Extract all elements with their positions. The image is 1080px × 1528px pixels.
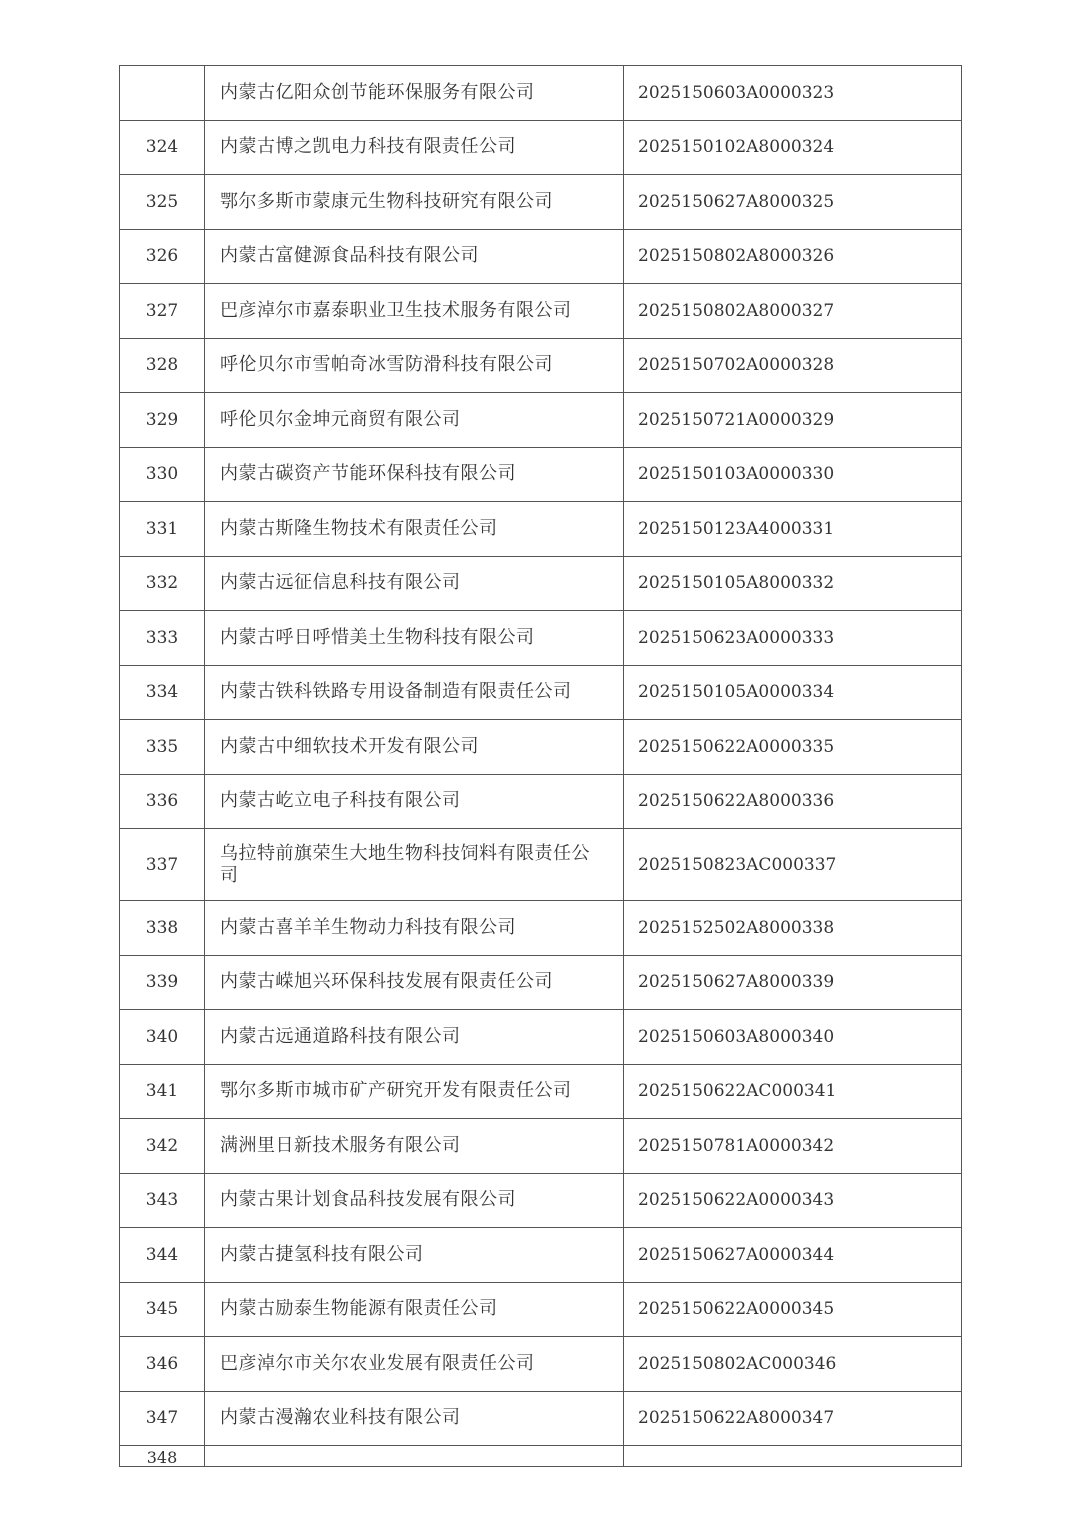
row-number: 332 <box>120 556 205 611</box>
registration-code: 2025150802A8000327 <box>624 284 962 339</box>
company-name: 内蒙古漫瀚农业科技有限公司 <box>205 1391 624 1446</box>
table-row <box>120 1282 962 1337</box>
table-row <box>120 66 962 121</box>
company-name: 内蒙古远通道路科技有限公司 <box>205 1010 624 1065</box>
company-list-table <box>119 65 962 1467</box>
table-row <box>120 1446 962 1467</box>
row-number: 341 <box>120 1064 205 1119</box>
table-row <box>120 1010 962 1065</box>
registration-code: 2025150622A8000347 <box>624 1391 962 1446</box>
company-name: 内蒙古喜羊羊生物动力科技有限公司 <box>205 901 624 956</box>
registration-code: 2025150627A0000344 <box>624 1228 962 1283</box>
table-row <box>120 1228 962 1283</box>
company-name <box>205 1446 624 1467</box>
company-name: 内蒙古富健源食品科技有限公司 <box>205 229 624 284</box>
company-name: 内蒙古呼日呼惜美土生物科技有限公司 <box>205 611 624 666</box>
company-name: 巴彦淖尔市嘉泰职业卫生技术服务有限公司 <box>205 284 624 339</box>
registration-code: 2025150622A0000335 <box>624 720 962 775</box>
registration-code: 2025150622AC000341 <box>624 1064 962 1119</box>
registration-code: 2025150823AC000337 <box>624 829 962 901</box>
table-row <box>120 955 962 1010</box>
row-number: 334 <box>120 665 205 720</box>
company-name: 内蒙古嵘旭兴环保科技发展有限责任公司 <box>205 955 624 1010</box>
registration-code: 2025150702A0000328 <box>624 338 962 393</box>
table-row <box>120 1173 962 1228</box>
company-name: 内蒙古励泰生物能源有限责任公司 <box>205 1282 624 1337</box>
registration-code: 2025150802AC000346 <box>624 1337 962 1392</box>
table-row <box>120 338 962 393</box>
table-row <box>120 611 962 666</box>
row-number: 336 <box>120 774 205 829</box>
row-number: 343 <box>120 1173 205 1228</box>
registration-code: 2025150103A0000330 <box>624 447 962 502</box>
table-row <box>120 1391 962 1446</box>
row-number: 340 <box>120 1010 205 1065</box>
row-number: 326 <box>120 229 205 284</box>
table-row <box>120 1119 962 1174</box>
registration-code <box>624 1446 962 1467</box>
row-number <box>120 66 205 121</box>
table-row <box>120 447 962 502</box>
row-number: 339 <box>120 955 205 1010</box>
company-name: 鄂尔多斯市城市矿产研究开发有限责任公司 <box>205 1064 624 1119</box>
company-name: 内蒙古亿阳众创节能环保服务有限公司 <box>205 66 624 121</box>
table-row <box>120 774 962 829</box>
table-row <box>120 120 962 175</box>
table-row <box>120 901 962 956</box>
row-number: 328 <box>120 338 205 393</box>
row-number: 329 <box>120 393 205 448</box>
table-row <box>120 284 962 339</box>
table-row <box>120 720 962 775</box>
company-name: 内蒙古屹立电子科技有限公司 <box>205 774 624 829</box>
registration-code: 2025150781A0000342 <box>624 1119 962 1174</box>
registration-code: 2025150622A8000336 <box>624 774 962 829</box>
company-name: 内蒙古捷氢科技有限公司 <box>205 1228 624 1283</box>
company-name: 内蒙古中细软技术开发有限公司 <box>205 720 624 775</box>
row-number: 344 <box>120 1228 205 1283</box>
company-name: 内蒙古远征信息科技有限公司 <box>205 556 624 611</box>
row-number: 324 <box>120 120 205 175</box>
registration-code: 2025150123A4000331 <box>624 502 962 557</box>
company-name: 巴彦淖尔市关尔农业发展有限责任公司 <box>205 1337 624 1392</box>
registration-code: 2025152502A8000338 <box>624 901 962 956</box>
table-row <box>120 393 962 448</box>
company-name: 满洲里日新技术服务有限公司 <box>205 1119 624 1174</box>
company-name: 内蒙古铁科铁路专用设备制造有限责任公司 <box>205 665 624 720</box>
row-number: 335 <box>120 720 205 775</box>
company-name: 内蒙古果计划食品科技发展有限公司 <box>205 1173 624 1228</box>
table-row <box>120 829 962 901</box>
table-row <box>120 556 962 611</box>
row-number: 327 <box>120 284 205 339</box>
row-number: 338 <box>120 901 205 956</box>
table-row <box>120 1064 962 1119</box>
table-row <box>120 502 962 557</box>
row-number: 346 <box>120 1337 205 1392</box>
company-name: 内蒙古碳资产节能环保科技有限公司 <box>205 447 624 502</box>
registration-code: 2025150603A8000340 <box>624 1010 962 1065</box>
table-row <box>120 229 962 284</box>
row-number: 333 <box>120 611 205 666</box>
row-number: 345 <box>120 1282 205 1337</box>
company-name: 呼伦贝尔市雪帕奇冰雪防滑科技有限公司 <box>205 338 624 393</box>
registration-code: 2025150105A0000334 <box>624 665 962 720</box>
row-number: 330 <box>120 447 205 502</box>
company-name: 鄂尔多斯市蒙康元生物科技研究有限公司 <box>205 175 624 230</box>
table-row <box>120 1337 962 1392</box>
row-number: 331 <box>120 502 205 557</box>
registration-code: 2025150627A8000339 <box>624 955 962 1010</box>
row-number: 337 <box>120 829 205 901</box>
company-name: 内蒙古斯隆生物技术有限责任公司 <box>205 502 624 557</box>
registration-code: 2025150623A0000333 <box>624 611 962 666</box>
registration-code: 2025150102A8000324 <box>624 120 962 175</box>
row-number: 342 <box>120 1119 205 1174</box>
row-number: 348 <box>120 1446 205 1467</box>
company-name: 乌拉特前旗荣生大地生物科技饲料有限责任公司 <box>205 829 624 901</box>
table-row <box>120 175 962 230</box>
registration-code: 2025150622A0000345 <box>624 1282 962 1337</box>
registration-code: 2025150721A0000329 <box>624 393 962 448</box>
registration-code: 2025150603A0000323 <box>624 66 962 121</box>
registration-code: 2025150622A0000343 <box>624 1173 962 1228</box>
registration-code: 2025150627A8000325 <box>624 175 962 230</box>
row-number: 325 <box>120 175 205 230</box>
company-name: 呼伦贝尔金坤元商贸有限公司 <box>205 393 624 448</box>
row-number: 347 <box>120 1391 205 1446</box>
registration-code: 2025150105A8000332 <box>624 556 962 611</box>
registration-code: 2025150802A8000326 <box>624 229 962 284</box>
table-row <box>120 665 962 720</box>
company-name: 内蒙古博之凯电力科技有限责任公司 <box>205 120 624 175</box>
